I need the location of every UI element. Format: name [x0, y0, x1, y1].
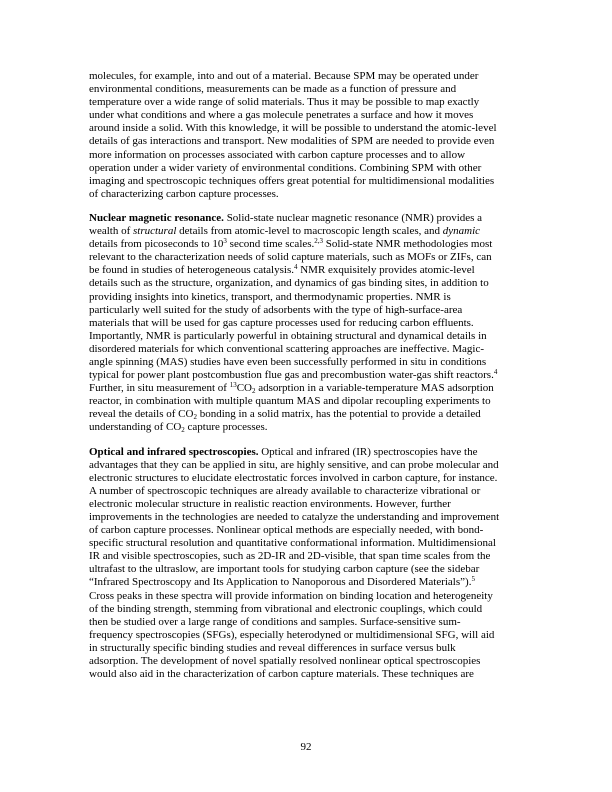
subscript: 2: [193, 413, 197, 422]
text-line: electronic structures to elucidate electrostatic forces involved in carbon capture, for instance.: [89, 471, 498, 484]
text-line: materials that will be used for gas capture processes used for reducing carbon effluents.: [89, 316, 474, 329]
text-line: frequency spectroscopies (SFGs), especially heterodyned or multidimensional SFG, will aid: [89, 628, 495, 641]
text-line: temperature over a wide range of solid materials. Thus it may be possible to map exactly: [89, 96, 480, 109]
text-run: adsorption in a variable-temperature MAS adsorption: [255, 382, 494, 395]
text-line: electronic molecular structure in realistic reaction environments. However, further: [89, 497, 451, 510]
text-line: IR and visible spectroscopies, such as 2D-IR and 2D-visible, that span time scales from the: [89, 550, 491, 563]
italic-term: structural: [132, 225, 177, 238]
text-run: NMR exquisitely provides atomic-level: [297, 264, 475, 277]
text-run: understanding of CO: [89, 421, 182, 434]
text-run: details from atomic-level to macroscopic length scales, and: [176, 225, 443, 238]
text-line: angle spinning (MAS) studies have even been successfully performed in situ in conditions: [89, 355, 487, 368]
text-line: [89, 264, 549, 277]
citation-ref: 5: [471, 575, 475, 584]
subscript: 2: [251, 387, 256, 396]
text-line: [89, 421, 549, 434]
text-run: Solid-state NMR methodologies most: [323, 238, 493, 251]
paragraph-spm: [89, 70, 549, 201]
text-run: capture processes.: [184, 421, 268, 434]
section-heading-optical: Optical and infrared spectroscopies.: [89, 445, 259, 458]
text-run: Further, in situ measurement of: [89, 382, 230, 395]
text-line: [89, 408, 549, 421]
body-text: [89, 70, 549, 692]
text-line: then be studied over a large range of conditions and samples. Surface-sensitive sum-: [89, 615, 461, 628]
text-line: adsorption. The development of novel spatially resolved nonlinear optical spectroscopies: [89, 655, 481, 668]
text-run: be found in studies of heterogeneous catalysis.: [89, 264, 294, 277]
text-line: under what conditions and where a gas molecule penetrates a surface and how it moves: [89, 109, 474, 122]
text-run: Optical and infrared (IR) spectroscopies have the: [258, 445, 478, 458]
text-line: operation under a wider variety of environmental conditions. Combining SPM with other: [89, 161, 482, 174]
text-run: “Infrared Spectroscopy and Its Application to Nanoporous and Disordered Materials”).: [89, 576, 472, 589]
text-run: typical for power plant postcombustion flue gas and precombustion water-gas shift reactors.: [89, 369, 494, 382]
text-line: [89, 576, 549, 589]
citation-ref: 2,3: [314, 237, 324, 246]
text-line: would also aid in the characterization of carbon capture materials. These techniques are: [89, 668, 474, 681]
text-line: more information on processes associated with carbon capture processes and to allow: [89, 148, 466, 161]
text-line: [89, 446, 549, 459]
page-number: 92: [300, 741, 312, 753]
text-run: wealth of: [89, 225, 133, 238]
paragraph-optical-ir: [89, 446, 549, 682]
text-line: ultrafast to the ultraslow, are important tools for studying carbon capture (see the sidebar: [89, 563, 480, 576]
text-line: of the binding strength, stemming from vibrational and electronic couplings, which could: [89, 602, 483, 615]
text-line: particularly well suited for the study of adsorbents with the type of high-surface-area: [89, 303, 463, 316]
text-run: CO: [236, 382, 252, 395]
citation-ref: 4: [293, 263, 298, 272]
text-line: details such as the structure, organization, and dynamics of gas binding sites, in addition to: [89, 277, 489, 290]
text-line: [89, 212, 549, 225]
paragraph-nmr: [89, 212, 549, 435]
text-line: of carbon capture processes. Nonlinear optical methods are especially needed, with bond-: [89, 524, 484, 537]
text-line: Cross peaks in these spectra will provide information on binding location and heterogeneity: [89, 589, 493, 602]
text-line: molecules, for example, into and out of a material. Because SPM may be operated under: [89, 70, 479, 82]
exponent: 3: [223, 237, 227, 246]
text-line: imaging and spectroscopic techniques offers great potential for multidimensional modalities: [89, 174, 495, 187]
text-run: second time scales.: [226, 238, 315, 251]
text-line: of characterizing carbon capture processes.: [89, 187, 279, 200]
text-line: in structurally specific binding studies and reveal differences in surface versus bulk: [89, 641, 456, 654]
section-heading-nmr: Nuclear magnetic resonance.: [89, 211, 224, 224]
text-run: reveal the details of CO: [89, 408, 194, 421]
text-line: [89, 382, 549, 395]
text-line: A number of spectroscopic techniques are already available to characterize vibrational or: [89, 484, 481, 497]
text-run: details from picoseconds to 10: [89, 238, 224, 251]
text-line: [89, 369, 549, 382]
text-run: Solid-state nuclear magnetic resonance (NMR) provides a: [223, 211, 483, 224]
citation-ref: 4: [493, 368, 498, 377]
text-line: specific structural resolution and quantitative conformational information. Multidimensional: [89, 537, 496, 550]
text-line: [89, 238, 549, 251]
text-line: Importantly, NMR is particularly powerful in obtaining structural and dynamical details in: [89, 329, 487, 342]
subscript: 2: [181, 426, 185, 435]
text-line: advantages that they can be applied in situ, are highly sensitive, and can probe molecular and: [89, 458, 499, 471]
text-line: disordered materials for which conventional scattering approaches are ineffective. Magic-: [89, 342, 485, 355]
text-line: reactor, in combination with multiple quantum MAS and dipolar recoupling experiments to: [89, 395, 491, 408]
text-line: providing insights into kinetics, transport, and thermodynamic properties. NMR is: [89, 290, 451, 303]
isotope-mass: 13: [229, 381, 237, 390]
text-line: environmental conditions, measurements can be made as a function of pressure and: [89, 83, 457, 96]
text-line: improvements in the technologies are needed to catalyze the understanding and improvement: [89, 511, 500, 523]
text-line: relevant to the characterization needs of solid capture materials, such as MOFs or ZIFs, can: [89, 251, 492, 264]
text-run: bonding in a solid matrix, has the potential to provide a detailed: [196, 408, 481, 421]
text-line: around inside a solid. With this knowledge, it will be possible to understand the atomic-level: [89, 122, 497, 135]
text-line: details of gas interactions and transport. New modalities of SPM are needed to provide even: [89, 135, 495, 148]
italic-term: dynamic: [442, 225, 481, 238]
